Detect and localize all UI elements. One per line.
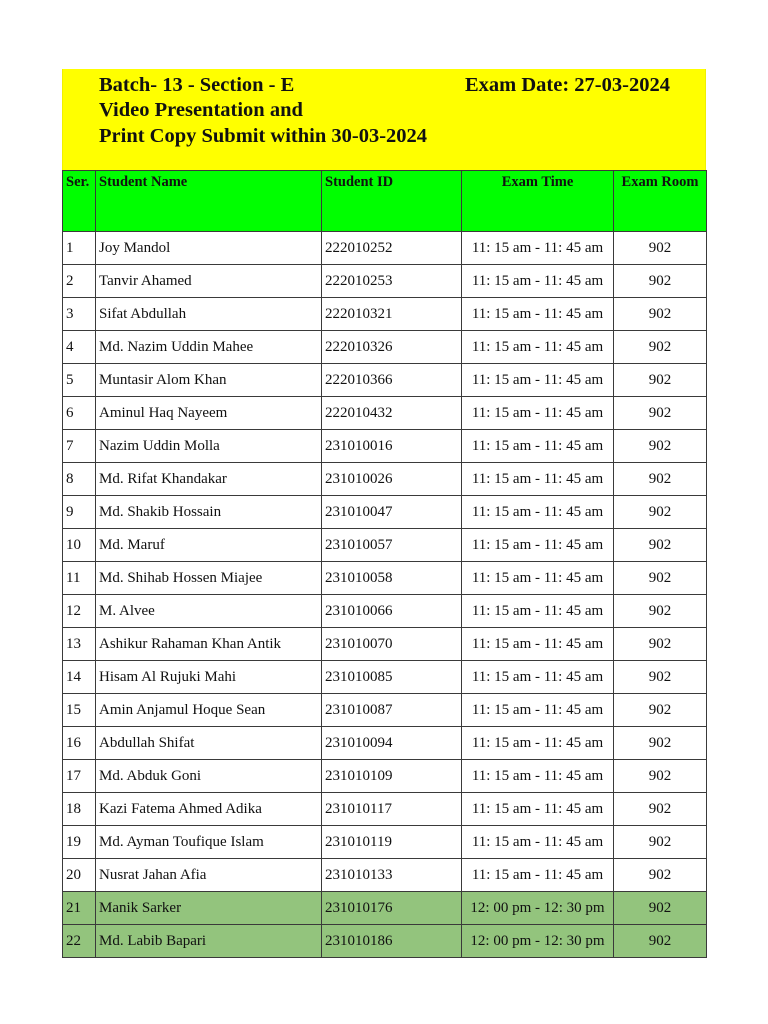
table-row — [63, 892, 707, 925]
exam-room: 902 — [614, 364, 707, 397]
student-id: 231010094 — [322, 727, 462, 760]
exam-time: 11: 15 am - 11: 45 am — [462, 826, 614, 859]
student-name: Md. Nazim Uddin Mahee — [96, 331, 322, 364]
row-serial: 3 — [63, 298, 96, 331]
exam-room: 902 — [614, 925, 707, 958]
student-id: 231010117 — [322, 793, 462, 826]
table-row — [63, 694, 707, 727]
student-name: Md. Maruf — [96, 529, 322, 562]
student-name: Nazim Uddin Molla — [96, 430, 322, 463]
row-serial: 22 — [63, 925, 96, 958]
exam-time: 12: 00 pm - 12: 30 pm — [462, 892, 614, 925]
table-row — [63, 430, 707, 463]
student-id: 231010087 — [322, 694, 462, 727]
row-serial: 10 — [63, 529, 96, 562]
table-row — [63, 331, 707, 364]
exam-time: 11: 15 am - 11: 45 am — [462, 694, 614, 727]
exam-time: 11: 15 am - 11: 45 am — [462, 760, 614, 793]
exam-time: 11: 15 am - 11: 45 am — [462, 364, 614, 397]
row-serial: 1 — [63, 232, 96, 265]
student-name: Amin Anjamul Hoque Sean — [96, 694, 322, 727]
row-serial: 11 — [63, 562, 96, 595]
exam-room: 902 — [614, 529, 707, 562]
student-id: 222010326 — [322, 331, 462, 364]
exam-room: 902 — [614, 397, 707, 430]
row-serial: 16 — [63, 727, 96, 760]
student-name: Kazi Fatema Ahmed Adika — [96, 793, 322, 826]
student-name: Muntasir Alom Khan — [96, 364, 322, 397]
student-id: 231010047 — [322, 496, 462, 529]
exam-room: 902 — [614, 793, 707, 826]
exam-time: 11: 15 am - 11: 45 am — [462, 628, 614, 661]
student-id: 222010321 — [322, 298, 462, 331]
table-row — [63, 628, 707, 661]
exam-schedule-sheet — [62, 69, 706, 958]
column-header-ser: Ser. — [63, 171, 96, 232]
row-serial: 7 — [63, 430, 96, 463]
student-name: Md. Abduk Goni — [96, 760, 322, 793]
student-id: 231010133 — [322, 859, 462, 892]
column-header-exam-time: Exam Time — [462, 171, 614, 232]
table-row — [63, 826, 707, 859]
row-serial: 8 — [63, 463, 96, 496]
student-id: 222010252 — [322, 232, 462, 265]
table-row — [63, 463, 707, 496]
exam-room: 902 — [614, 694, 707, 727]
exam-time: 11: 15 am - 11: 45 am — [462, 298, 614, 331]
exam-room: 902 — [614, 760, 707, 793]
exam-time: 11: 15 am - 11: 45 am — [462, 793, 614, 826]
student-name: Abdullah Shifat — [96, 727, 322, 760]
table-row — [63, 397, 707, 430]
exam-time: 11: 15 am - 11: 45 am — [462, 496, 614, 529]
row-serial: 19 — [63, 826, 96, 859]
row-serial: 18 — [63, 793, 96, 826]
student-name: Hisam Al Rujuki Mahi — [96, 661, 322, 694]
table-row — [63, 232, 707, 265]
exam-time: 11: 15 am - 11: 45 am — [462, 232, 614, 265]
exam-room: 902 — [614, 727, 707, 760]
row-serial: 13 — [63, 628, 96, 661]
exam-time: 11: 15 am - 11: 45 am — [462, 331, 614, 364]
student-id: 231010085 — [322, 661, 462, 694]
student-schedule-table — [62, 170, 707, 958]
table-row — [63, 265, 707, 298]
exam-room: 902 — [614, 430, 707, 463]
exam-room: 902 — [614, 562, 707, 595]
exam-room: 902 — [614, 661, 707, 694]
table-row — [63, 925, 707, 958]
row-serial: 17 — [63, 760, 96, 793]
student-id: 231010109 — [322, 760, 462, 793]
exam-room: 902 — [614, 859, 707, 892]
student-id: 231010186 — [322, 925, 462, 958]
exam-room: 902 — [614, 628, 707, 661]
row-serial: 2 — [63, 265, 96, 298]
table-row — [63, 793, 707, 826]
exam-time: 11: 15 am - 11: 45 am — [462, 430, 614, 463]
row-serial: 6 — [63, 397, 96, 430]
table-header-row — [63, 171, 707, 232]
student-name: M. Alvee — [96, 595, 322, 628]
student-id: 231010058 — [322, 562, 462, 595]
table-row — [63, 859, 707, 892]
row-serial: 12 — [63, 595, 96, 628]
exam-time: 11: 15 am - 11: 45 am — [462, 529, 614, 562]
table-row — [63, 760, 707, 793]
exam-room: 902 — [614, 826, 707, 859]
row-serial: 9 — [63, 496, 96, 529]
exam-time: 11: 15 am - 11: 45 am — [462, 661, 614, 694]
exam-time: 11: 15 am - 11: 45 am — [462, 562, 614, 595]
row-serial: 14 — [63, 661, 96, 694]
submission-deadline: Print Copy Submit within 30-03-2024 — [99, 125, 428, 147]
table-row — [63, 529, 707, 562]
row-serial: 20 — [63, 859, 96, 892]
batch-section-title: Batch- 13 - Section - E — [99, 74, 295, 96]
exam-room: 902 — [614, 232, 707, 265]
row-serial: 4 — [63, 331, 96, 364]
student-id: 222010366 — [322, 364, 462, 397]
exam-time: 11: 15 am - 11: 45 am — [462, 463, 614, 496]
student-name: Md. Shakib Hossain — [96, 496, 322, 529]
student-id: 231010176 — [322, 892, 462, 925]
exam-time: 11: 15 am - 11: 45 am — [462, 859, 614, 892]
student-id: 222010432 — [322, 397, 462, 430]
student-name: Sifat Abdullah — [96, 298, 322, 331]
student-name: Nusrat Jahan Afia — [96, 859, 322, 892]
exam-time: 11: 15 am - 11: 45 am — [462, 265, 614, 298]
exam-room: 902 — [614, 496, 707, 529]
table-row — [63, 298, 707, 331]
row-serial: 5 — [63, 364, 96, 397]
student-name: Joy Mandol — [96, 232, 322, 265]
table-row — [63, 562, 707, 595]
row-serial: 21 — [63, 892, 96, 925]
student-id: 231010119 — [322, 826, 462, 859]
column-header-exam-room: Exam Room — [614, 171, 707, 232]
table-row — [63, 496, 707, 529]
table-row — [63, 595, 707, 628]
exam-room: 902 — [614, 331, 707, 364]
exam-time: 11: 15 am - 11: 45 am — [462, 397, 614, 430]
student-name: Manik Sarker — [96, 892, 322, 925]
student-name: Aminul Haq Nayeem — [96, 397, 322, 430]
student-name: Md. Ayman Toufique Islam — [96, 826, 322, 859]
table-row — [63, 364, 707, 397]
student-name: Md. Rifat Khandakar — [96, 463, 322, 496]
column-header-student-name: Student Name — [96, 171, 322, 232]
exam-date: Exam Date: 27-03-2024 — [465, 74, 670, 96]
student-name: Ashikur Rahaman Khan Antik — [96, 628, 322, 661]
header-banner — [62, 69, 706, 170]
student-id: 231010057 — [322, 529, 462, 562]
student-id: 222010253 — [322, 265, 462, 298]
exam-room: 902 — [614, 892, 707, 925]
student-id: 231010026 — [322, 463, 462, 496]
exam-room: 902 — [614, 298, 707, 331]
exam-time: 11: 15 am - 11: 45 am — [462, 595, 614, 628]
presentation-note: Video Presentation and — [99, 99, 303, 121]
row-serial: 15 — [63, 694, 96, 727]
exam-room: 902 — [614, 265, 707, 298]
exam-room: 902 — [614, 463, 707, 496]
student-id: 231010016 — [322, 430, 462, 463]
exam-time: 11: 15 am - 11: 45 am — [462, 727, 614, 760]
table-row — [63, 661, 707, 694]
student-id: 231010066 — [322, 595, 462, 628]
exam-room: 902 — [614, 595, 707, 628]
student-name: Md. Shihab Hossen Miajee — [96, 562, 322, 595]
exam-time: 12: 00 pm - 12: 30 pm — [462, 925, 614, 958]
student-name: Tanvir Ahamed — [96, 265, 322, 298]
student-name: Md. Labib Bapari — [96, 925, 322, 958]
table-row — [63, 727, 707, 760]
column-header-student-id: Student ID — [322, 171, 462, 232]
student-id: 231010070 — [322, 628, 462, 661]
